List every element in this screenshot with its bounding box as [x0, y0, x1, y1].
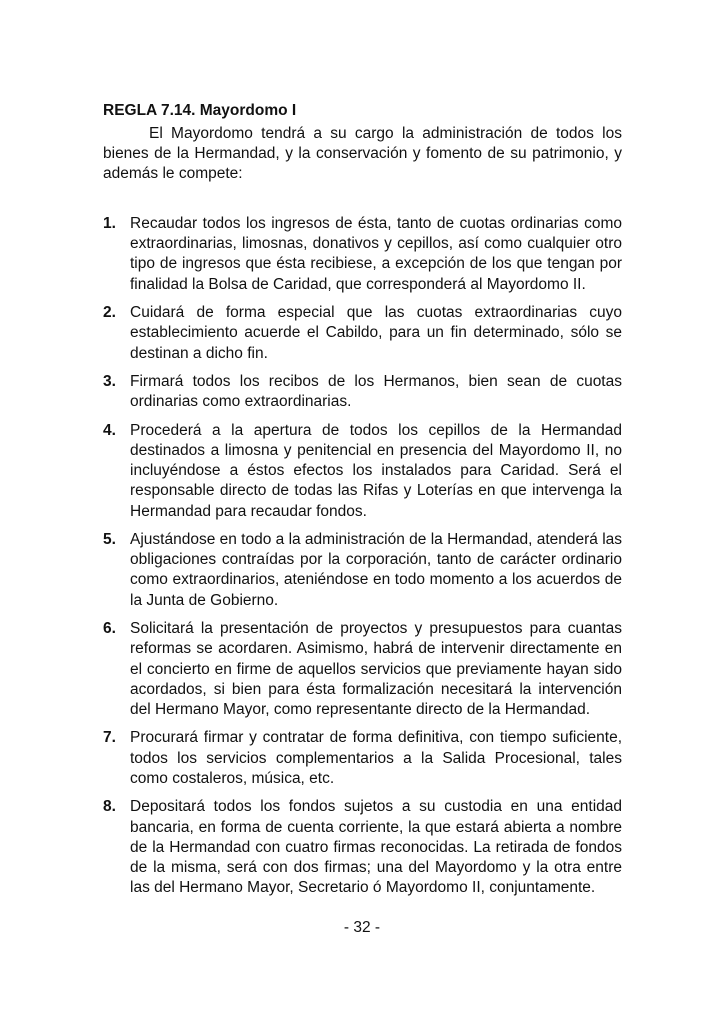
list-item — [103, 303, 622, 364]
list-item-number: 3. — [103, 373, 116, 391]
list-item-text: Ajustándose en todo a la administración de la Hermandad, atenderá las obligaciones contraídas por la corporación, tanto de carácter ordinario como extraordinarios, ateniéndose en todo momento a los acuerdos de la Junta de Gobierno. — [130, 531, 623, 609]
list-item-number: 1. — [103, 215, 116, 232]
list-item-text: Procederá a la apertura de todos los cepillos de la Hermandad destinados a limosna y penitencial en presencia del Mayordomo II, no incluyéndose a éstos efectos los instalados para Caridad. Será el responsable directo de todas las Rifas y Loterías en que intervenga la Hermandad para recaudar fondos. — [130, 421, 622, 520]
section-heading: REGLA 7.14. Mayordomo I — [103, 102, 297, 119]
list-item — [103, 421, 622, 522]
list-item-text: Solicitará la presentación de proyectos y presupuestos para cuantas reformas se acordaren. Asimismo, habrá de intervenir directamente en el concierto en firme de aquellos servicios que previamente hayan sido acordados, si bien para ésta formalización necesitará la intervención del Hermano Mayor, como representante directo de la Hermandad. — [130, 620, 622, 718]
list-item — [103, 619, 622, 720]
duties-list — [103, 214, 622, 907]
list-item-number: 8. — [103, 798, 116, 816]
list-item-text: Depositará todos los fondos sujetos a su custodia en una entidad bancaria, en forma de cuenta corriente, la que estará abierta a nombre de la Hermandad con cuatro firmas reconocidas. La retirada de fondos de la misma, será con dos firmas; una del Mayordomo y la otra entre las del Hermano Mayor, Secretario ó Mayordomo II, conjuntamente. — [130, 798, 622, 897]
list-item-text: Recaudar todos los ingresos de ésta, tanto de cuotas ordinarias como extraordinarias, limosnas, donativos y cepillos, así como cualquier otro tipo de ingresos que ésta recibiese, a excepción de los que tengan por finalidad la Bolsa de Caridad, que corresponderá al Mayordomo II. — [130, 215, 622, 293]
list-item-text: Firmará todos los recibos de los Hermanos, bien sean de cuotas ordinarias como extraordinarias. — [130, 373, 622, 411]
list-item — [103, 214, 622, 295]
page-number: - 32 - — [343, 919, 381, 936]
list-item — [103, 728, 622, 789]
list-item-number: 4. — [103, 421, 116, 439]
list-item-number: 2. — [103, 304, 116, 322]
list-item-text: Procurará firmar y contratar de forma definitiva, con tiempo suficiente, todos los servicios complementarios a la Salida Procesional, tales como costaleros, música, etc. — [130, 729, 622, 787]
list-item-number: 7. — [103, 729, 116, 747]
list-item — [103, 797, 622, 898]
list-item-number: 6. — [103, 620, 116, 638]
intro-paragraph: El Mayordomo tendrá a su cargo la administración de todos los bienes de la Hermandad, y la conservación y fomento de su patrimonio, y además le compete: — [103, 125, 622, 182]
list-item — [103, 372, 622, 412]
list-item — [103, 530, 622, 611]
list-item-number: 5. — [103, 531, 116, 549]
list-item-text: Cuidará de forma especial que las cuotas extraordinarias cuyo establecimiento acuerde el Cabildo, para un fin determinado, sólo se destinan a dicho fin. — [130, 304, 622, 362]
